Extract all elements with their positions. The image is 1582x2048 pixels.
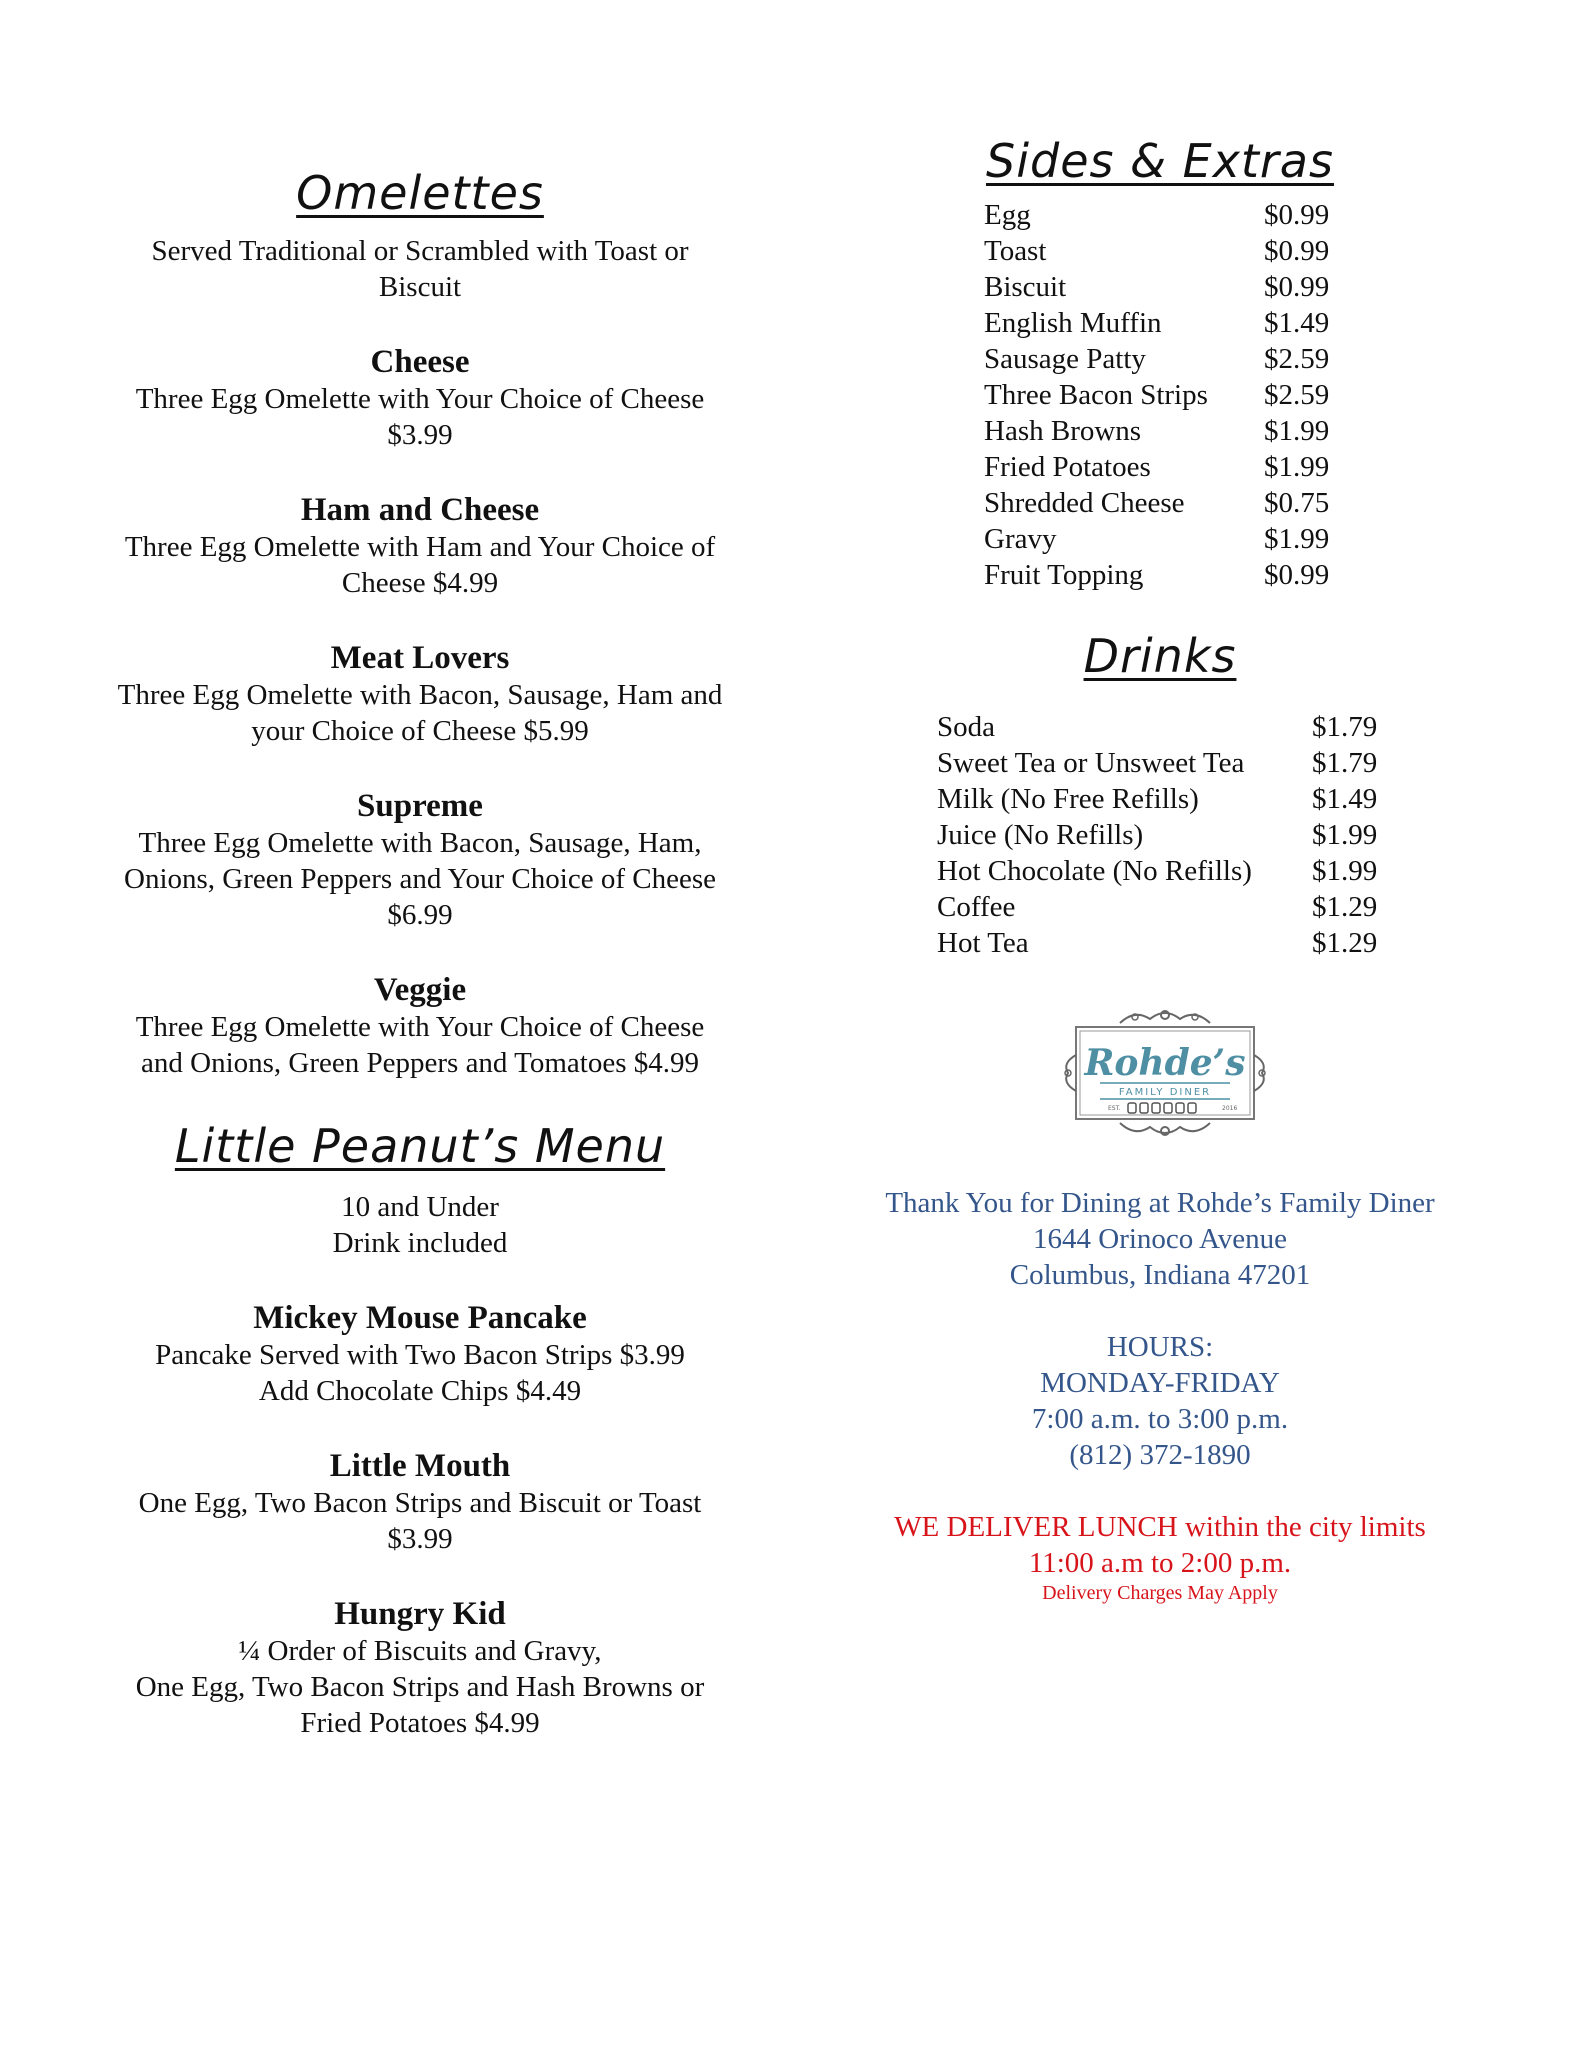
delivery-note: Delivery Charges May Apply <box>1042 1582 1278 1604</box>
sides-item-name: Fried Potatoes <box>984 450 1151 483</box>
drinks-item-price: $1.99 <box>1312 819 1378 852</box>
sides-item-price: $1.99 <box>1264 450 1330 483</box>
sides-item-name: Toast <box>984 234 1047 267</box>
delivery-text: WE DELIVER LUNCH within the city limits <box>894 1511 1426 1543</box>
sides-item-name: Sausage Patty <box>984 342 1146 375</box>
sides-row <box>984 233 1329 269</box>
drinks-item-name: Hot Chocolate (No Refills) <box>937 855 1252 888</box>
sides-item-price: $0.99 <box>1264 270 1330 303</box>
drinks-item-price: $1.29 <box>1312 891 1378 924</box>
drinks-row <box>937 745 1377 781</box>
menu-item-cheese <box>70 343 770 453</box>
drinks-row <box>937 709 1377 745</box>
drinks-item-price: $1.29 <box>1312 927 1378 960</box>
drinks-row <box>937 781 1377 817</box>
address-line-2: Columbus, Indiana 47201 <box>1009 1259 1311 1291</box>
sides-item-price: $0.75 <box>1264 486 1330 519</box>
menu-item-ham-and-cheese <box>70 491 770 601</box>
sides-row <box>984 341 1329 377</box>
item-desc-line: $6.99 <box>387 898 453 931</box>
sides-row <box>984 557 1329 593</box>
drinks-item-name: Coffee <box>937 891 1016 924</box>
kids-menu-heading: Little Peanut’s Menu <box>174 1118 666 1173</box>
drinks-row <box>937 853 1377 889</box>
sides-item-price: $0.99 <box>1264 558 1330 591</box>
drinks-item-name: Hot Tea <box>937 927 1029 960</box>
logo-est: EST. <box>1108 1105 1121 1112</box>
sides-row <box>984 305 1329 341</box>
kids-note-line: 10 and Under <box>341 1191 499 1224</box>
sides-item-price: $0.99 <box>1264 198 1330 231</box>
item-desc-line: Onions, Green Peppers and Your Choice of Cheese <box>124 862 716 895</box>
menu-item-little-mouth <box>70 1447 770 1557</box>
item-desc-line: Three Egg Omelette with Your Choice of Cheese <box>135 1010 705 1043</box>
sides-row <box>984 197 1329 233</box>
item-desc-line: $3.99 <box>387 418 453 451</box>
sides-item-name: Fruit Topping <box>984 558 1144 591</box>
omelettes-intro-line: Served Traditional or Scrambled with Toast or <box>151 234 689 267</box>
sides-row <box>984 269 1329 305</box>
thank-you-text: Thank You for Dining at Rohde’s Family Diner <box>885 1187 1435 1219</box>
drinks-item-name: Soda <box>937 711 995 744</box>
sides-item-name: Three Bacon Strips <box>984 378 1208 411</box>
item-desc-line: Three Egg Omelette with Ham and Your Choice of <box>124 530 716 563</box>
menu-item-supreme <box>70 787 770 933</box>
sides-row <box>984 485 1329 521</box>
drinks-item-name: Milk (No Free Refills) <box>937 783 1199 816</box>
item-desc-line: One Egg, Two Bacon Strips and Biscuit or Toast <box>138 1487 702 1520</box>
menu-item-hungry-kid <box>70 1595 770 1741</box>
item-name: Hungry Kid <box>334 1596 506 1633</box>
drinks-item-price: $1.99 <box>1312 855 1378 888</box>
item-desc-line: Add Chocolate Chips $4.49 <box>258 1375 582 1408</box>
menu-item-veggie <box>70 971 770 1081</box>
item-name: Mickey Mouse Pancake <box>253 1300 587 1337</box>
logo <box>1060 1005 1270 1141</box>
item-desc-line: Cheese $4.99 <box>341 566 499 599</box>
menu-item-meat-lovers <box>70 639 770 749</box>
contact-info <box>840 1185 1480 1605</box>
sides-heading: Sides & Extras <box>986 134 1334 188</box>
item-desc-line: ¼ Order of Biscuits and Gravy, <box>238 1635 602 1668</box>
sides-item-price: $1.99 <box>1264 522 1330 555</box>
sides-item-name: English Muffin <box>984 306 1162 339</box>
delivery-hours: 11:00 a.m to 2:00 p.m. <box>1028 1547 1292 1579</box>
sides-row <box>984 521 1329 557</box>
sides-row <box>984 449 1329 485</box>
drinks-item-price: $1.79 <box>1312 747 1378 780</box>
phone-number: (812) 372-1890 <box>1069 1439 1251 1471</box>
address-line-1: 1644 Orinoco Avenue <box>1033 1223 1287 1255</box>
omelettes-intro-line: Biscuit <box>378 270 462 303</box>
kids-menu-note <box>70 1189 770 1261</box>
item-name: Ham and Cheese <box>300 491 540 528</box>
hours-days: MONDAY-FRIDAY <box>1040 1367 1280 1399</box>
item-desc-line: and Onions, Green Peppers and Tomatoes $4.99 <box>141 1046 699 1079</box>
item-desc-line: $3.99 <box>387 1523 453 1556</box>
item-name: Meat Lovers <box>330 639 510 676</box>
item-name: Supreme <box>357 787 483 824</box>
right-column <box>840 136 1480 961</box>
drinks-item-name: Sweet Tea or Unsweet Tea <box>937 747 1245 780</box>
item-desc-line: Three Egg Omelette with Bacon, Sausage, Ham and <box>117 678 723 711</box>
item-desc-line: Three Egg Omelette with Your Choice of Cheese <box>135 382 705 415</box>
sides-item-name: Hash Browns <box>984 414 1142 447</box>
drinks-row <box>937 817 1377 853</box>
sides-item-name: Shredded Cheese <box>984 486 1185 519</box>
drinks-heading: Drinks <box>1083 628 1237 683</box>
sides-item-name: Biscuit <box>984 270 1067 303</box>
hours-times: 7:00 a.m. to 3:00 p.m. <box>1031 1403 1289 1435</box>
left-column <box>70 168 770 1741</box>
hours-block <box>840 1329 1480 1473</box>
drinks-item-name: Juice (No Refills) <box>937 819 1144 852</box>
hours-label: HOURS: <box>1106 1331 1214 1363</box>
logo-brand: Rohde’s <box>1084 1042 1246 1084</box>
item-desc-line: your Choice of Cheese $5.99 <box>251 714 589 747</box>
drinks-row <box>937 925 1377 961</box>
item-desc-line: Three Egg Omelette with Bacon, Sausage, Ham, <box>138 826 702 859</box>
delivery-block <box>840 1509 1480 1605</box>
item-name: Veggie <box>373 971 467 1008</box>
sides-item-price: $2.59 <box>1264 342 1330 375</box>
menu-item-mickey-mouse-pancake <box>70 1299 770 1409</box>
item-desc-line: One Egg, Two Bacon Strips and Hash Browns or <box>135 1671 705 1704</box>
drinks-row <box>937 889 1377 925</box>
drinks-item-price: $1.49 <box>1312 783 1378 816</box>
logo-year: 2016 <box>1222 1105 1238 1112</box>
item-desc-line: Pancake Served with Two Bacon Strips $3.99 <box>155 1339 685 1372</box>
sides-item-price: $2.59 <box>1264 378 1330 411</box>
sides-item-name: Gravy <box>984 522 1057 555</box>
logo-image <box>1060 1005 1270 1141</box>
omelettes-heading: Omelettes <box>296 166 544 220</box>
logo-tagline: FAMILY DINER <box>1118 1087 1212 1098</box>
sides-table <box>984 197 1329 593</box>
item-name: Cheese <box>370 343 470 380</box>
sides-item-price: $0.99 <box>1264 234 1330 267</box>
sides-item-price: $1.99 <box>1264 414 1330 447</box>
sides-item-price: $1.49 <box>1264 306 1330 339</box>
drinks-table <box>937 709 1377 961</box>
sides-row <box>984 377 1329 413</box>
sides-item-name: Egg <box>984 198 1031 231</box>
drinks-item-price: $1.79 <box>1312 711 1378 744</box>
item-desc-line: Fried Potatoes $4.99 <box>300 1707 540 1740</box>
sides-row <box>984 413 1329 449</box>
kids-note-line: Drink included <box>332 1227 508 1260</box>
omelettes-intro <box>70 233 770 305</box>
item-name: Little Mouth <box>329 1448 511 1485</box>
